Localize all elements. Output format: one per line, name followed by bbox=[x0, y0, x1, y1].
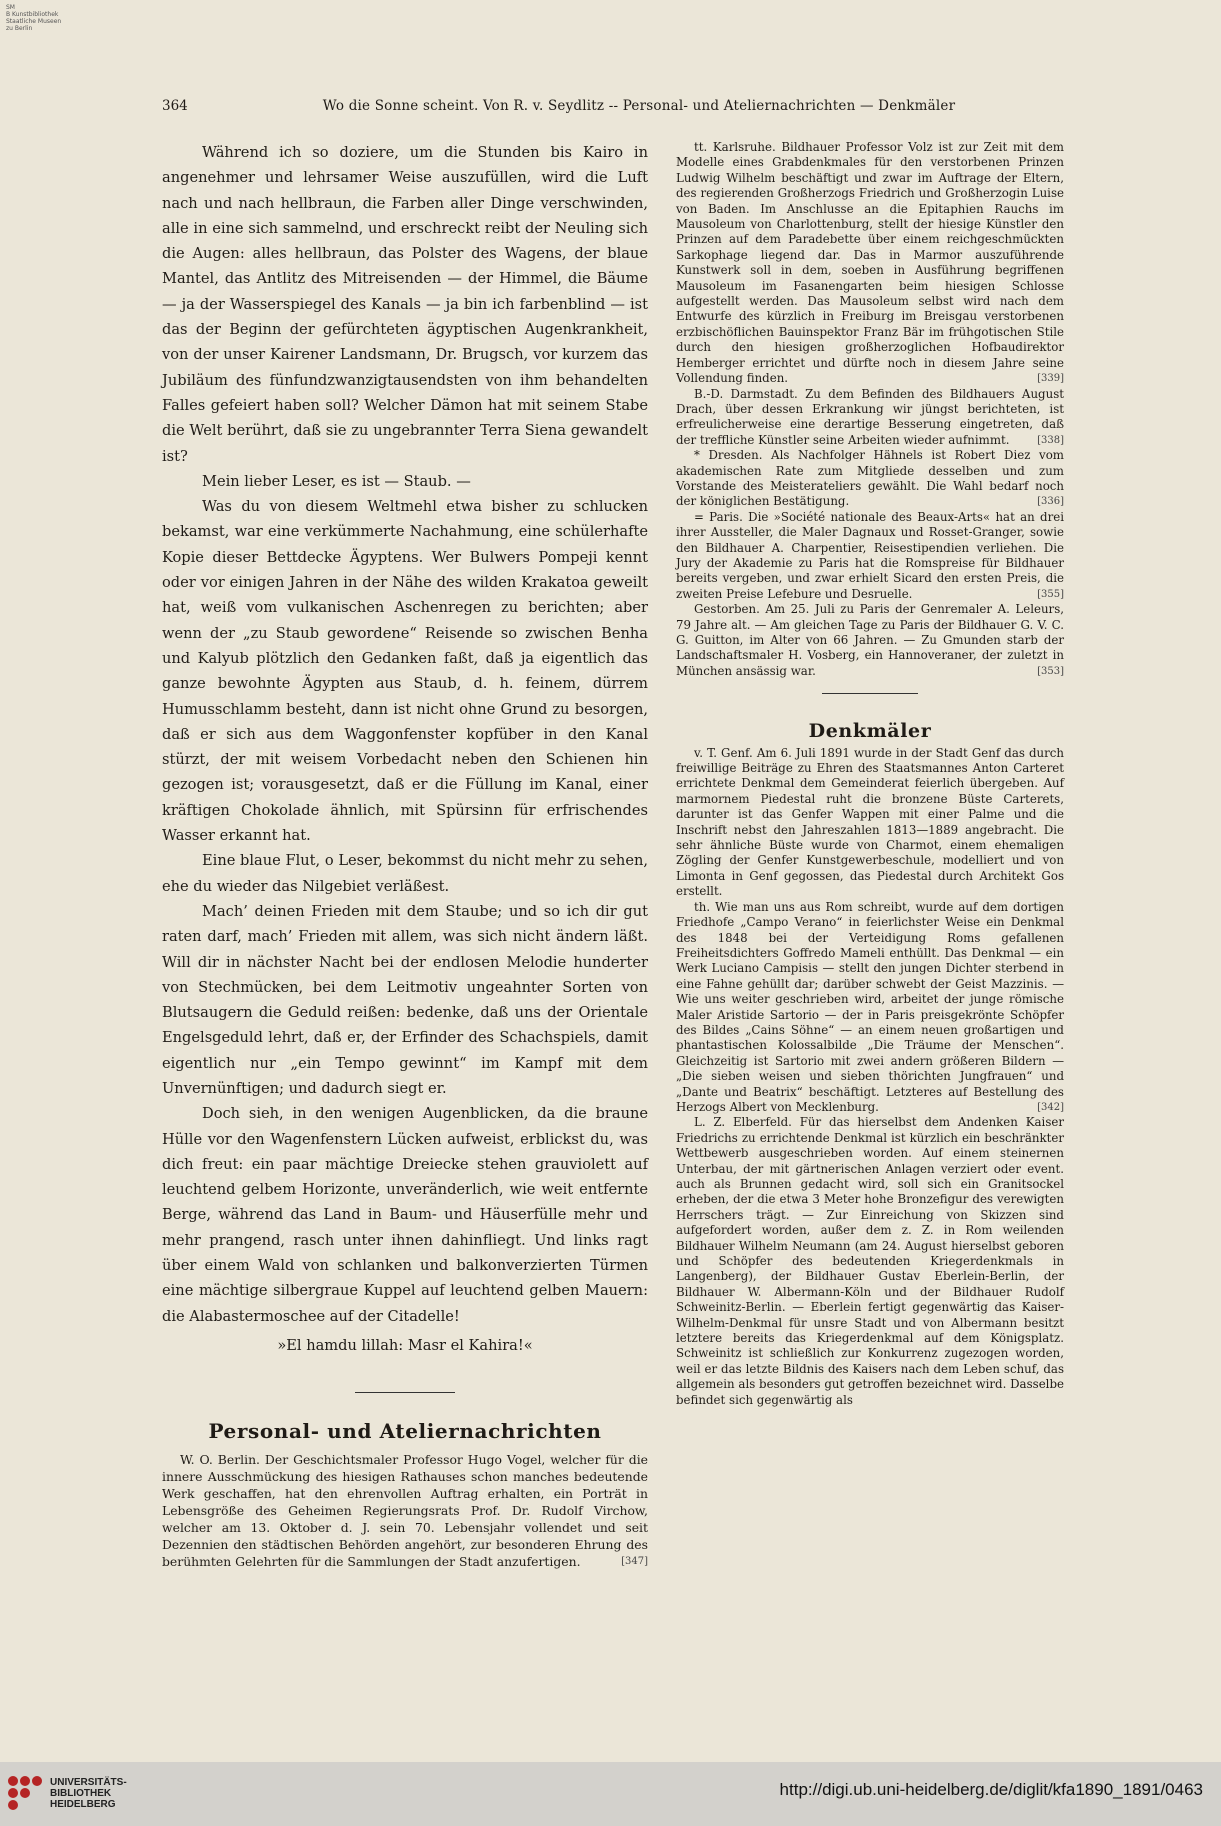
news-item bbox=[676, 1115, 1064, 1408]
stamp-line: zu Berlin bbox=[6, 25, 33, 32]
reference-number: [347] bbox=[621, 1555, 648, 1567]
library-stamp bbox=[6, 4, 76, 32]
news-text: v. T. Genf. Am 6. Juli 1891 wurde in der Stadt Genf das durch freiwillige Beiträge zu Ehren des Staatsmannes Anton Carteret errichtete Denkmal dem Gemeinderat feierlich übergeben. Auf marmornem Piedestal ruht die bronzene Büste Carterets, darunter ist das Genfer Wappen mit einer Palme und die Inschrift nebst den Jahreszahlen 1813—1889 angebracht. Die sehr ähnliche Büste wurde von Charmot, einem ehemaligen Zögling der Genfer Kunstgewerbeschule, modelliert und von Limonta in Genf gegossen, das Piedestal durch Architekt Gos erstellt. bbox=[676, 745, 1064, 899]
news-item bbox=[676, 510, 1064, 602]
news-text: tt. Karlsruhe. Bildhauer Professor Volz ist zur Zeit mit dem Modelle eines Grabdenkmales für den verstorbenen Prinzen Ludwig Wilhelm beschäftigt und zwar im Auftrage der Eltern, des regierenden Großherzogs Friedrich und Großherzogin Luise von Baden. Im Anschlusse an die Epitaphien Rauchs im Mausoleum von Charlottenburg, stellt der hiesige Künstler den Prinzen auf dem Paradebette über einem reichgeschmückten Sarkophage liegend dar. Das in Marmor auszuführende Kunstwerk soll in dem, soeben in Ausführung begriffenen Mausoleum im Fasanengarten beim hiesigen Schlosse aufgestellt werden. Das Mausoleum selbst wird nach dem Entwurfe des kürzlich in Freiburg im Breisgau verstorbenen erzbischöflichen Bauinspektor Franz Bär im frühgotischen Stile durch den hiesigen großherzoglichen Hofbaudirektor Hemberger errichtet und dürfte noch in diesem Jahre seine Vollendung finden. bbox=[676, 140, 1064, 386]
news-text: L. Z. Elberfeld. Für das hierselbst dem Andenken Kaiser Friedrichs zu errichtende Denkmal ist kürzlich ein beschränkter Wettbewerb ausgeschrieben worden. Auf einem steinernen Unterbau, der mit gärtnerischen Anlagen verziert oder event. auch als Brunnen gedacht wird, soll sich ein Granitsockel erheben, der die etwa 3 Meter hohe Bronzefigur des verewigten Herrschers trägt. — Zur Einreichung von Skizzen sind aufgefordert worden, außer dem z. Z. in Rom weilenden Bildhauer Wilhelm Neumann (am 24. August hierselbst geboren und Schöpfer des bedeutenden Kriegerdenkmals in Langenberg), der Bildhauer Gustav Eberlein-Berlin, der Bildhauer W. Albermann-Köln und der Bildhauer Rudolf Schweinitz-Berlin. — Eberlein fertigt gegenwärtig das Kaiser-Wilhelm-Denkmal für unsre Stadt und von Albermann besitzt letztere bereits das Kriegerdenkmal auf dem Königsplatz. Schweinitz ist schließlich zur Konkurrenz zugezogen worden, weil er das letzte Bildnis des Kaisers nach dem Leben schuf, das allgemein als besonders gut getroffen bezeichnet wird. Dasselbe befindet sich gegenwärtig als bbox=[676, 1115, 1064, 1407]
reference-number: [338] bbox=[1037, 434, 1064, 446]
library-name-line: HEIDELBERG bbox=[50, 1798, 116, 1810]
section-title-denkmaeler: Denkmäler bbox=[808, 720, 932, 743]
paragraph: Was du von diesem Weltmehl etwa bisher zu schlucken bekamst, war eine verkümmerte Nachahmung, eine schülerhafte Kopie dieser Bettdecke Ägyptens. Wer Bulwers Pompeji kennt oder vor einigen Jahren in der Nähe des wilden Krakatoa geweilt hat, weiß vom vulkanischen Aschenregen zu berichten; aber wenn der „zu Staub gewordene“ Reisende so zwischen Benha und Kalyub plötzlich den Gedanken faßt, daß ja eigentlich das ganze bewohnte Ägypten aus Staub, d. h. feinem, dürrem Humusschlamm besteht, dann ist nicht ohne Grund zu besorgen, daß er sich aus dem Waggonfenster kopfüber in den Kanal stürzt, der mit weisem Vorbedacht neben den Schienen hin gezogen ist; vorausgesetzt, daß er die Füllung im Kanal, einer kräftigen Chokolade ähnlich, mit Spürsinn für erfrischendes Wasser erkannt hat. bbox=[162, 498, 648, 845]
reference-number: [339] bbox=[1037, 373, 1064, 385]
library-logo[interactable] bbox=[8, 1776, 127, 1810]
paragraph: Mach’ deinen Frieden mit dem Staube; und so ich dir gut raten darf, mach’ Frieden mit allem, was sich nicht ändern läßt. Will dir in nächster Nacht bei der endlosen Melodie hunderter von Stechmücken, bei dem Leitmotiv ungeahnter Sorten von Blutsaugern die Geduld reißen: bedenke, daß uns der Orientale Engelsgeduld lehrt, daß er, der Erfinder des Schachspiels, damit eigentlich nur „ein Tempo gewinnt“ im Kampf mit dem Unvernünftigen; und dadurch siegt er. bbox=[162, 902, 648, 1097]
viewer-footer bbox=[0, 1762, 1221, 1826]
news-item bbox=[676, 900, 1064, 1116]
news-item bbox=[676, 387, 1064, 449]
news-text: = Paris. Die »Société nationale des Beaux-Arts« hat an drei ihrer Aussteller, die Maler Dagnaux und Rosset-Granger, sowie den Bildhauer A. Charpentier, Reisestipendien verliehen. Die Jury der Akademie zu Paris hat die Romspreise für Bildhauer bereits vergeben, und zwar erhielt Sicard den ersten Preis, die zweiten Preise Lefebure und Desruelle. bbox=[676, 509, 1064, 601]
page-header bbox=[162, 98, 1062, 122]
reference-number: [342] bbox=[1037, 1101, 1064, 1113]
news-text: B.-D. Darmstadt. Zu dem Befinden des Bildhauers August Drach, über dessen Erkrankung wir jüngst berichteten, ist erfreulicherweise eine derartige Besserung eingetreten, daß der treffliche Künstler seine Arbeiten wieder aufnimmt. bbox=[676, 386, 1064, 447]
library-name-line: UNIVERSITÄTS- bbox=[50, 1776, 127, 1788]
personal-news bbox=[162, 1451, 648, 1570]
closing-quote: »El hamdu lillah: Masr el Kahira!« bbox=[277, 1336, 533, 1354]
running-title: Wo die Sonne scheint. Von R. v. Seydlitz -- Personal- und Ateliernachrichten — Denkmäler bbox=[322, 98, 956, 114]
library-logo-icon bbox=[8, 1776, 42, 1810]
left-column bbox=[162, 140, 648, 1570]
reference-number: [355] bbox=[1037, 588, 1064, 600]
paragraph: Während ich so doziere, um die Stunden bis Kairo in angenehmer und lehrsamer Weise auszufüllen, wird die Luft nach und nach hellbraun, die Farben aller Dinge verschwinden, alle in eine sich sammelnd, und erschreckt reibt der Neuling sich die Augen: alles hellbraun, das Polster des Wagens, der blaue Mantel, das Antlitz des Mitreisenden — der Himmel, die Bäume — ja der Wasserspiegel des Kanals — ja bin ich farbenblind — ist das der Beginn der gefürchteten ägyptischen Augenkrankheit, von der unser Kairener Landsmann, Dr. Brugsch, vor kurzem das Jubiläum des fünfundzwanzigtausendsten von ihm behandelten Falles gefeiert haben soll? Welcher Dämon hat mit seinem Stabe die Welt berührt, daß sie zu ungebrannter Terra Siena gewandelt ist? bbox=[162, 144, 648, 465]
news-item bbox=[676, 746, 1064, 900]
news-item bbox=[676, 448, 1064, 510]
news-text: Gestorben. Am 25. Juli zu Paris der Genremaler A. Leleurs, 79 Jahre alt. — Am gleichen Tage zu Paris der Bildhauer G. V. C. G. Guitton, im Alter von 66 Jahren. — Zu Gmunden starb der Landschaftsmaler H. Vosberg, ein Hannoveraner, der zuletzt in München ansässig war. bbox=[676, 602, 1064, 678]
news-item bbox=[162, 1451, 648, 1570]
section-divider bbox=[822, 693, 918, 694]
news-text: W. O. Berlin. Der Geschichtsmaler Professor Hugo Vogel, welcher für die innere Ausschmückung des hiesigen Rathauses schon manches bedeutende Werk geschaffen, hat den ehrenvollen Auftrag erhalten, ein Porträt in Lebensgröße des Geheimen Regierungsrats Prof. Dr. Rudolf Virchow, welcher am 13. Oktober d. J. sein 70. Lebensjahr vollendet und seit Dezennien den städtischen Behörden angehört, zur besonderen Ehrung des berühmten Gelehrten für die Sammlungen der Stadt anzufertigen. bbox=[162, 1451, 648, 1569]
permalink-url[interactable]: http://digi.ub.uni-heidelberg.de/diglit/kfa1890_1891/0463 bbox=[779, 1780, 1203, 1799]
news-item bbox=[676, 140, 1064, 387]
news-item bbox=[676, 602, 1064, 679]
library-name-line: BIBLIOTHEK bbox=[50, 1787, 112, 1799]
paragraph: Doch sieh, in den wenigen Augenblicken, da die braune Hülle vor den Wagenfenstern Lücken aufweist, erblickst du, was dich freut: ein paar mächtige Dreiecke stehen grauviolett auf leuchtend gelbem Horizonte, unveränderlich, wie weit entfernte Berge, während das Land in Baum- und Häuserfülle mehr und mehr prangend, rasch unter ihnen dahinfliegt. Und links ragt über einem Wald von schlanken und balkonverzierten Türmen eine mächtige silbergraue Kuppel auf leuchtend gelben Mauern: die Alabastermoschee auf der Citadelle! bbox=[162, 1105, 648, 1325]
news-text: th. Wie man uns aus Rom schreibt, wurde auf dem dortigen Friedhofe „Campo Verano“ in feierlichster Weise ein Denkmal des 1848 bei der Verteidigung Roms gefallenen Freiheitsdichters Goffredo Mameli enthüllt. Das Denkmal — ein Werk Luciano Campisis — stellt den jungen Dichter sterbend in eine Fahne gehüllt dar; darüber schwebt der Geist Mazzinis. — Wie uns weiter geschrieben wird, arbeitet der junge römische Maler Aristide Sartorio — der in Paris preisgekrönte Schöpfer des Bildes „Cains Söhne“ — an einem neuen großartigen und phantastischen Kolossalbilde „Die Träume der Menschen“. Gleichzeitig ist Sartorio mit zwei andern größeren Bildern — „Die sieben weisen und sieben thörichten Jungfrauen“ und „Dante und Beatrix“ beschäftigt. Letzteres auf Bestellung des Herzogs Albert von Mecklenburg. bbox=[676, 899, 1064, 1114]
stamp-line: B Kunstbibliothek bbox=[6, 11, 59, 18]
reference-number: [353] bbox=[1037, 665, 1064, 677]
library-name bbox=[50, 1777, 127, 1810]
section-divider bbox=[355, 1392, 455, 1393]
section-title-personal: Personal- und Ateliernachrichten bbox=[208, 1419, 602, 1444]
stamp-line: SM bbox=[6, 4, 15, 11]
right-column bbox=[676, 140, 1064, 1408]
news-text: * Dresden. Als Nachfolger Hähnels ist Robert Diez vom akademischen Rate zum Mitgliede desselben und zum Vorstande des Meisterateliers gewählt. Die Wahl bedarf noch der königlichen Bestätigung. bbox=[676, 448, 1064, 509]
page-number: 364 bbox=[162, 98, 188, 114]
paragraph: Eine blaue Flut, o Leser, bekommst du nicht mehr zu sehen, ehe du wieder das Nilgebiet verläßest. bbox=[162, 852, 648, 895]
stamp-line: Staatliche Museen bbox=[6, 18, 62, 25]
reference-number: [336] bbox=[1037, 496, 1064, 508]
paragraph: Mein lieber Leser, es ist — Staub. — bbox=[202, 472, 471, 490]
